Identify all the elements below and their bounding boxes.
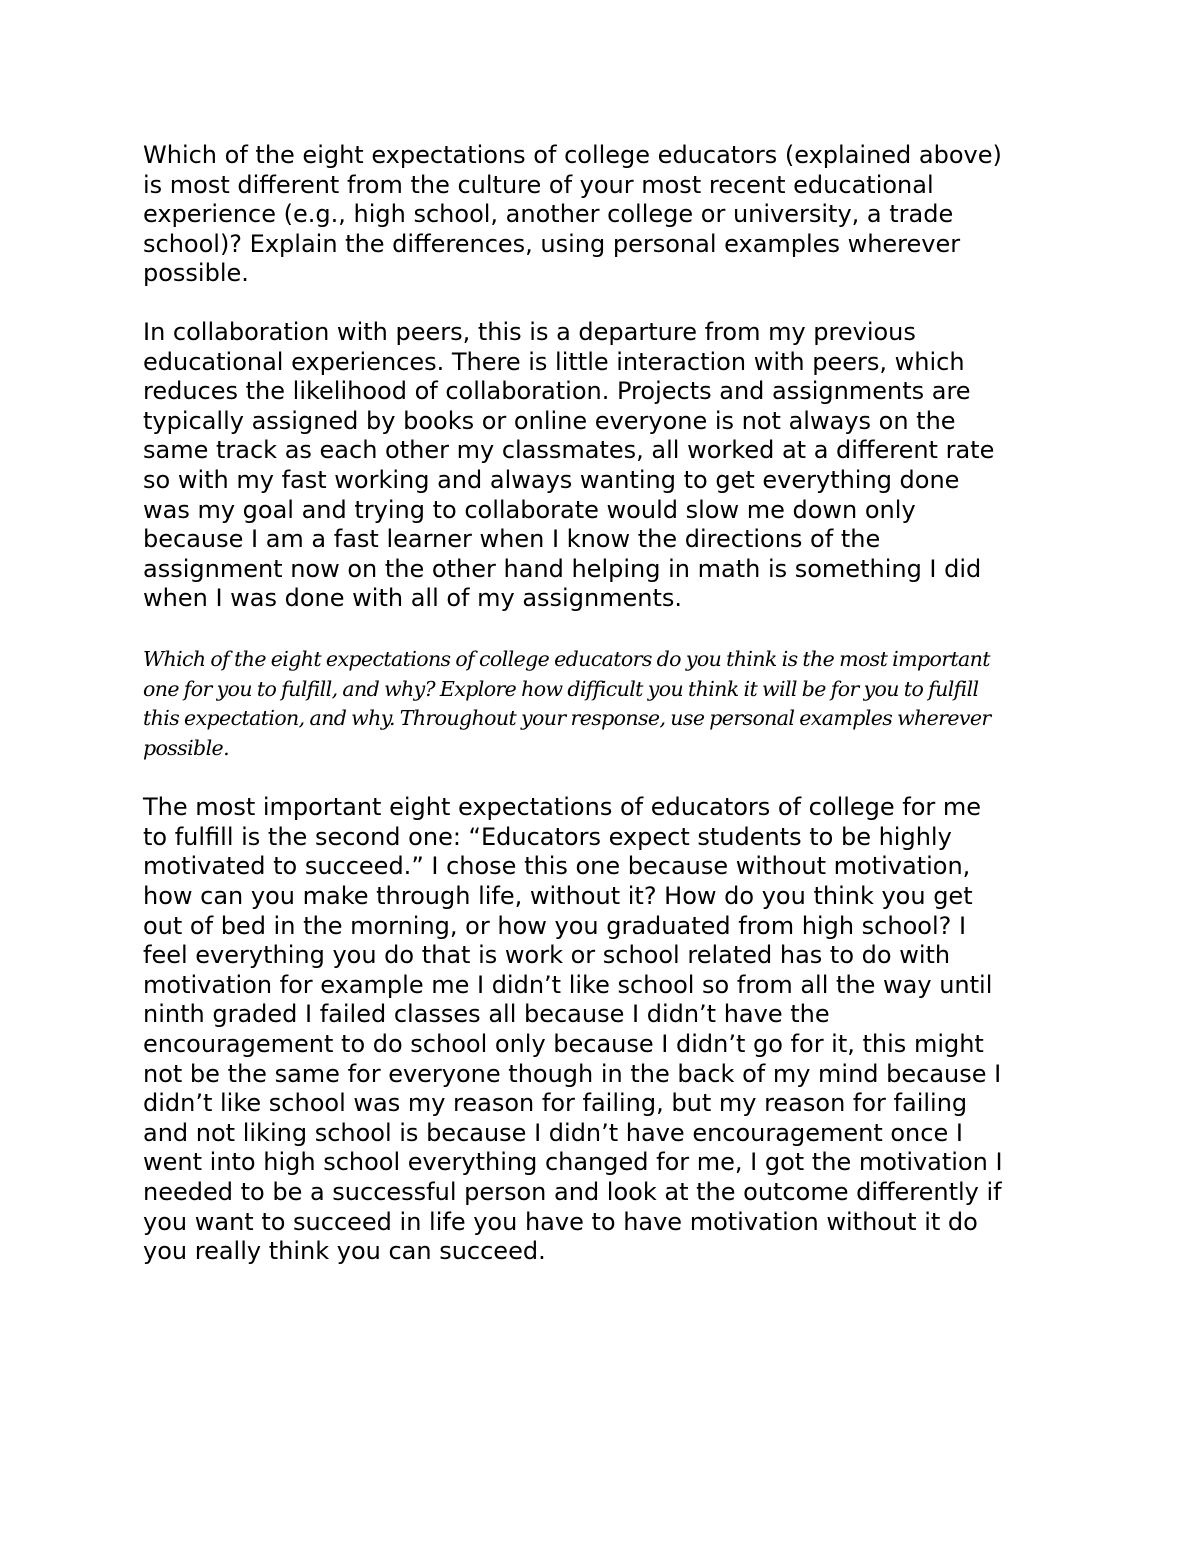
answer-2-line: you really think you can succeed. <box>143 1237 546 1266</box>
answer-2-line: went into high school everything changed for me, I got the motivation I <box>143 1148 1003 1177</box>
question-1-line: school)? Explain the differences, using personal examples wherever <box>143 229 961 258</box>
question-1-line: Which of the eight expectations of college educators (explained above) <box>143 141 1002 169</box>
answer-1-line: In collaboration with peers, this is a departure from my previous <box>143 317 916 346</box>
answer-1-line: was my goal and trying to collaborate would slow me down only <box>143 495 916 524</box>
question-1-paragraph <box>143 141 1073 289</box>
answer-1-line: when I was done with all of my assignments. <box>143 584 683 613</box>
answer-1-line: because I am a fast learner when I know the directions of the <box>143 525 881 554</box>
answer-2-line: motivated to succeed.” I chose this one because without motivation, <box>143 852 971 881</box>
answer-1-line: typically assigned by books or online everyone is not always on the <box>143 406 956 435</box>
answer-2-line: ninth graded I failed classes all because I didn’t have the <box>143 1000 830 1029</box>
answer-2-line: you want to succeed in life you have to have motivation without it do <box>143 1207 978 1236</box>
answer-2-line: and not liking school is because I didn’t have encouragement once I <box>143 1118 963 1147</box>
answer-1-line: educational experiences. There is little interaction with peers, which <box>143 347 965 376</box>
answer-1-line: same track as each other my classmates, all worked at a different rate <box>143 436 995 465</box>
answer-1-paragraph <box>143 318 1073 614</box>
question-2-line: this expectation, and why. Throughout your response, use personal examples wherever <box>143 706 991 731</box>
question-2-line: Which of the eight expectations of college educators do you think is the most important <box>143 646 990 671</box>
answer-2-line: to fulfill is the second one: “Educators expect students to be highly <box>143 822 952 851</box>
answer-2-line: out of bed in the morning, or how you graduated from high school? I <box>143 911 967 940</box>
answer-2-line: how can you make through life, without it? How do you think you get <box>143 882 973 911</box>
question-1-line: possible. <box>143 259 249 288</box>
answer-2-line: didn’t like school was my reason for failing, but my reason for failing <box>143 1089 968 1118</box>
question-2-line: one for you to fulfill, and why? Explore how difficult you think it will be for you to fulfill <box>143 676 979 701</box>
document-content <box>143 141 1073 1267</box>
answer-2-line: feel everything you do that is work or school related has to do with <box>143 941 951 970</box>
answer-2-line: needed to be a successful person and look at the outcome differently if <box>143 1178 1002 1206</box>
answer-2-line: encouragement to do school only because I didn’t go for it, this might <box>143 1030 984 1059</box>
question-1-line: is most different from the culture of your most recent educational <box>143 170 934 199</box>
answer-2-line: motivation for example me I didn’t like school so from all the way until <box>143 970 993 999</box>
question-2-paragraph <box>143 645 1073 763</box>
answer-1-line: reduces the likelihood of collaboration. Projects and assignments are <box>143 377 971 406</box>
question-2-line: possible. <box>143 735 229 760</box>
answer-2-line: The most important eight expectations of educators of college for me <box>143 793 982 822</box>
answer-2-line: not be the same for everyone though in the back of my mind because I <box>143 1059 1002 1088</box>
answer-1-line: assignment now on the other hand helping in math is something I did <box>143 554 982 583</box>
answer-1-line: so with my fast working and always wanting to get everything done <box>143 465 960 494</box>
answer-2-paragraph <box>143 793 1073 1267</box>
question-1-line: experience (e.g., high school, another college or university, a trade <box>143 200 954 229</box>
